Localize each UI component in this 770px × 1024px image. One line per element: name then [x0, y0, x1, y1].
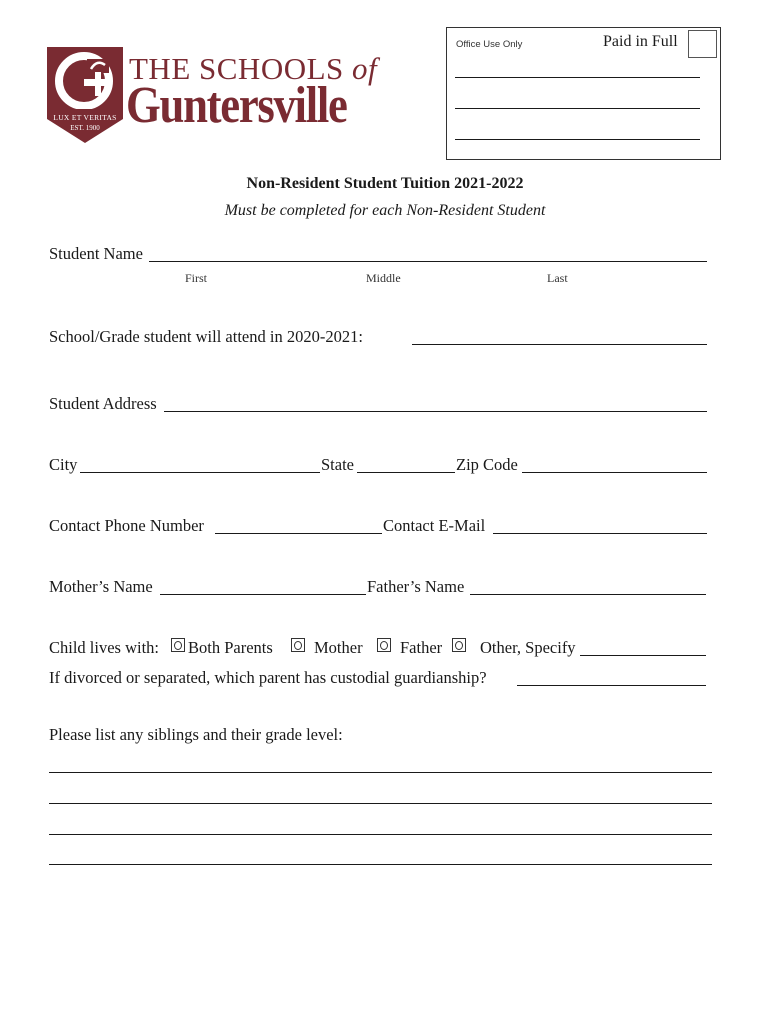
contact-phone-field[interactable]	[215, 533, 382, 534]
middle-name-caption: Middle	[366, 271, 401, 285]
siblings-line-3[interactable]	[49, 834, 712, 835]
siblings-line-2[interactable]	[49, 803, 712, 804]
state-field[interactable]	[357, 472, 455, 473]
zip-code-label: Zip Code	[456, 455, 518, 474]
logo-established: EST. 1900	[70, 124, 100, 132]
siblings-line-4[interactable]	[49, 864, 712, 865]
custodial-guardianship-field[interactable]	[517, 685, 706, 686]
mother-radio[interactable]	[291, 638, 305, 652]
school-grade-label: School/Grade student will attend in 2020-2021:	[49, 327, 363, 346]
form-subtitle: Must be completed for each Non-Resident Student	[224, 202, 546, 219]
zip-code-field[interactable]	[522, 472, 707, 473]
father-name-field[interactable]	[470, 594, 706, 595]
city-field[interactable]	[80, 472, 320, 473]
both-parents-label: Both Parents	[188, 638, 273, 657]
student-address-field[interactable]	[164, 411, 707, 412]
other-specify-label: Other, Specify	[480, 638, 576, 657]
form-title: Non-Resident Student Tuition 2021-2022	[246, 175, 524, 192]
child-lives-with-label: Child lives with:	[49, 638, 160, 657]
mother-option-label: Mother	[314, 638, 363, 657]
both-parents-radio[interactable]	[171, 638, 185, 652]
office-line-1[interactable]	[455, 77, 700, 78]
student-address-label: Student Address	[49, 394, 157, 413]
city-label: City	[49, 455, 78, 474]
father-option-label: Father	[400, 638, 443, 657]
custodial-guardianship-label: If divorced or separated, which parent has custodial guardianship?	[49, 668, 487, 687]
office-line-2[interactable]	[455, 108, 700, 109]
logo-top-line: THE SCHOOLS of	[129, 51, 378, 86]
mother-name-field[interactable]	[160, 594, 366, 595]
contact-email-field[interactable]	[493, 533, 707, 534]
state-label: State	[321, 455, 354, 474]
mother-name-label: Mother’s Name	[49, 577, 153, 596]
office-use-label: Office Use Only	[456, 39, 523, 50]
last-name-caption: Last	[547, 271, 568, 285]
father-radio[interactable]	[377, 638, 391, 652]
school-grade-field[interactable]	[412, 344, 707, 345]
first-name-caption: First	[185, 271, 208, 285]
logo-motto: LUX ET VERITAS	[53, 113, 117, 122]
student-name-label: Student Name	[49, 244, 143, 263]
paid-in-full-checkbox[interactable]	[688, 30, 717, 58]
logo-main-text: Guntersville	[126, 77, 347, 134]
contact-phone-label: Contact Phone Number	[49, 516, 204, 535]
contact-email-label: Contact E-Mail	[383, 516, 486, 535]
siblings-line-1[interactable]	[49, 772, 712, 773]
other-radio[interactable]	[452, 638, 466, 652]
student-name-field[interactable]	[149, 261, 707, 262]
other-specify-field[interactable]	[580, 655, 706, 656]
father-name-label: Father’s Name	[367, 577, 465, 596]
paid-in-full-label: Paid in Full	[603, 33, 678, 50]
siblings-label: Please list any siblings and their grade level:	[49, 725, 343, 744]
office-line-3[interactable]	[455, 139, 700, 140]
